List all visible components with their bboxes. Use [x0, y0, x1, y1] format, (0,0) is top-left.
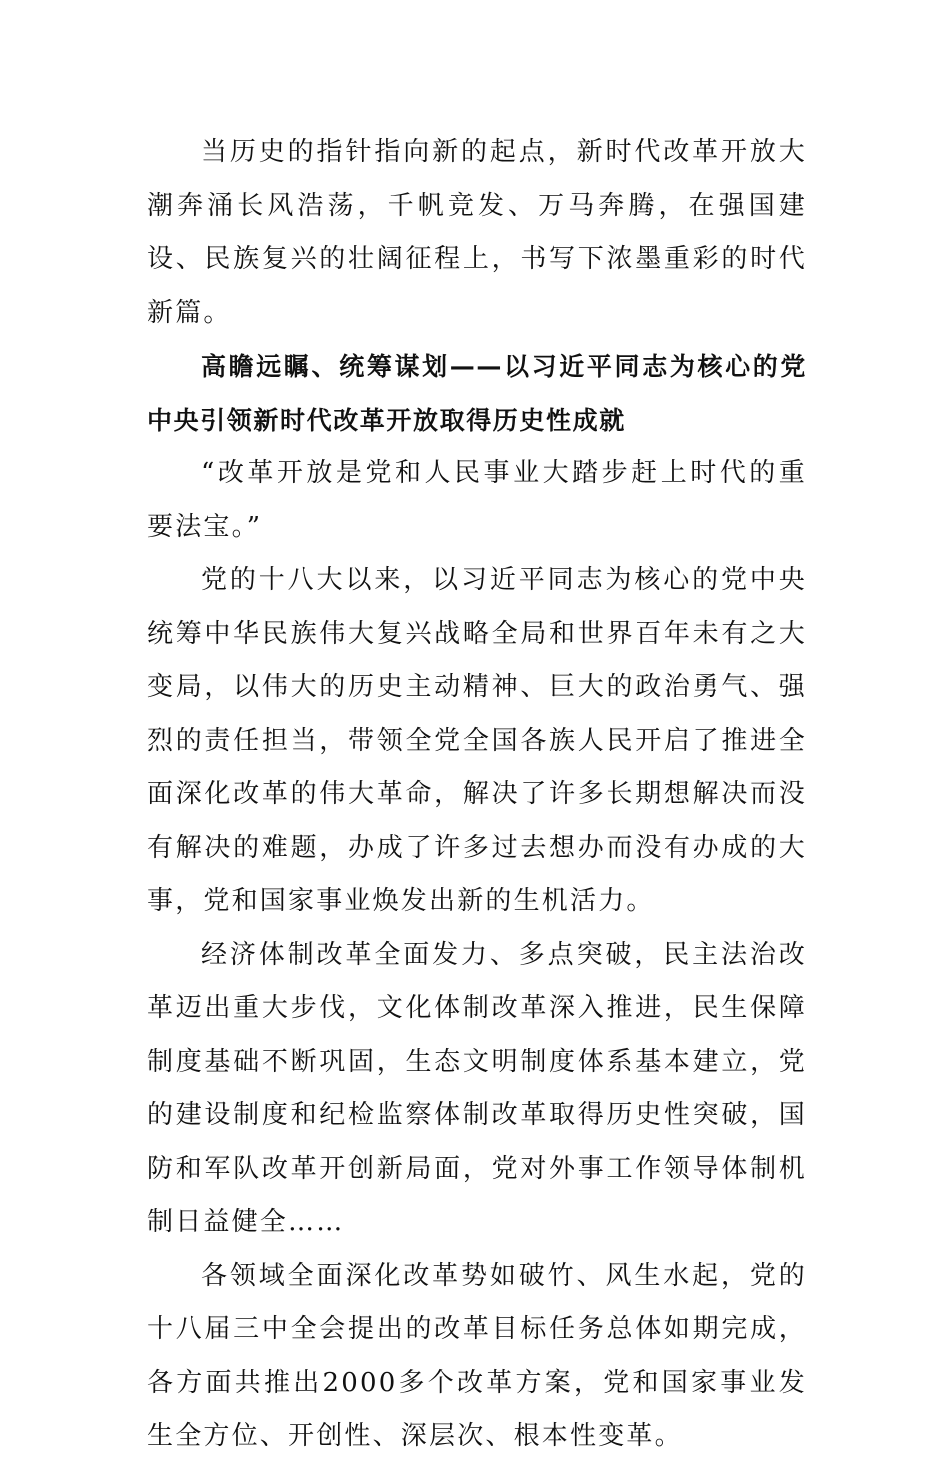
paragraph-intro: 当历史的指针指向新的起点，新时代改革开放大潮奔涌长风浩荡，千帆竞发、万马奔腾，在强国建设、民族复兴的壮阔征程上，书写下浓墨重彩的时代新篇。	[147, 137, 807, 328]
section-heading: 高瞻远瞩、统筹谋划——以习近平同志为核心的党中央引领新时代改革开放取得历史性成就	[147, 352, 807, 435]
paragraph-quote: “改革开放是党和人民事业大踏步赶上时代的重要法宝。”	[147, 458, 807, 542]
paragraph-since-18th-congress: 党的十八大以来，以习近平同志为核心的党中央统筹中华民族伟大复兴战略全局和世界百年未有之大变局，以伟大的历史主动精神、巨大的政治勇气、强烈的责任担当，带领全党全国各族人民开启了推进全面深化改革的伟大革命，解决了许多长期想解决而没有解决的难题，办成了许多过去想办而没有办成的大事，党和国家事业焕发出新的生机活力。	[147, 565, 807, 916]
paragraph-reform-areas: 经济体制改革全面发力、多点突破，民主法治改革迈出重大步伐，文化体制改革深入推进，民生保障制度基础不断巩固，生态文明制度体系基本建立，党的建设制度和纪检监察体制改革取得历史性突破，国防和军队改革开创新局面，党对外事工作领导体制机制日益健全……	[147, 939, 807, 1237]
document-body	[147, 126, 807, 1464]
paragraph-reform-results: 各领域全面深化改革势如破竹、风生水起，党的十八届三中全会提出的改革目标任务总体如期完成，各方面共推出2000多个改革方案，党和国家事业发生全方位、开创性、深层次、根本性变革。	[147, 1260, 807, 1451]
